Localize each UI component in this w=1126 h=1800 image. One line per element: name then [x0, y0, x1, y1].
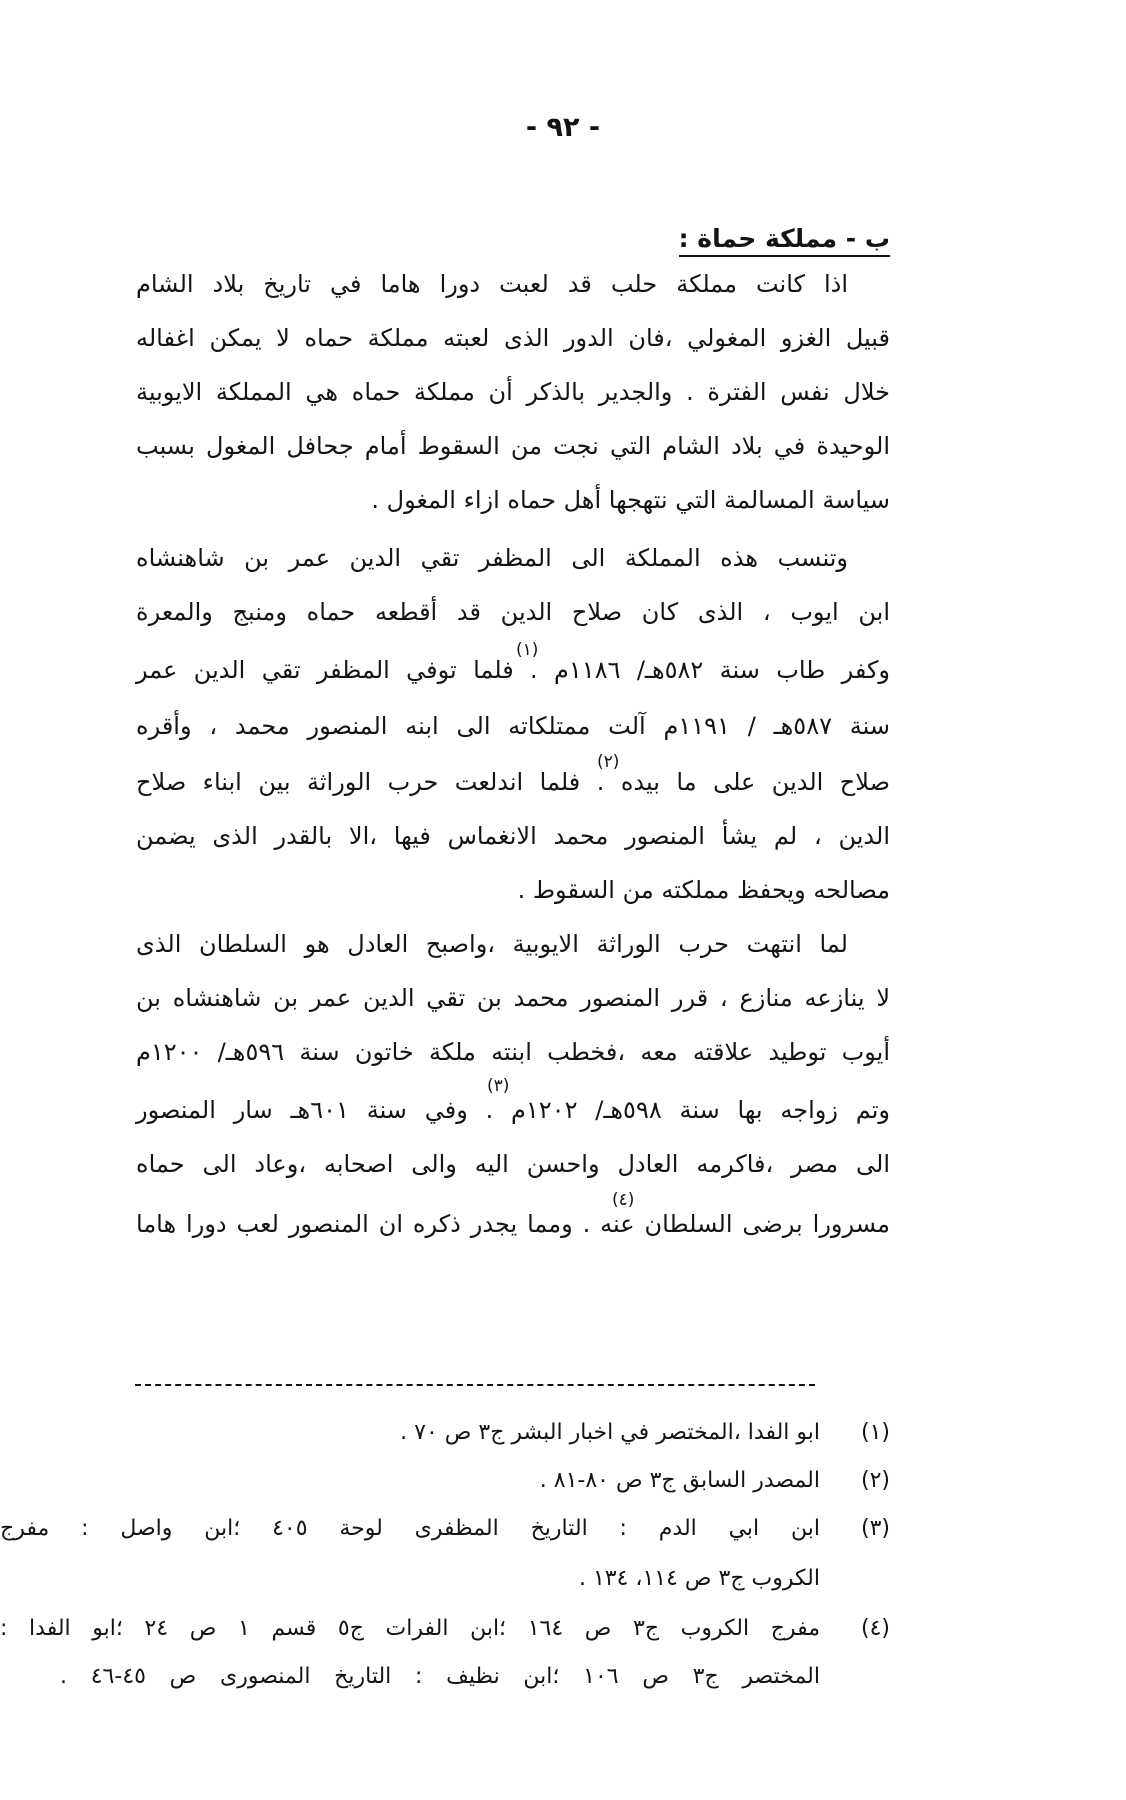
text-line: اذا كانت مملكة حلب قد لعبت دورا هاما في تاريخ بلاد الشام: [136, 270, 848, 298]
footnote-ref: (١): [516, 640, 539, 660]
footnote-ref: (٤): [612, 1190, 635, 1210]
footnote-text: ابن ابي الدم : التاريخ المظفرى لوحة ٤٠٥ ؛ابن واصل : مفرج: [0, 1516, 820, 1541]
text-line: قبيل الغزو المغولي ،فان الدور الذى لعبته مملكة حماه لا يمكن اغفاله: [136, 324, 890, 352]
footnote-marker: (٣): [860, 1516, 890, 1541]
text-line: خلال نفس الفترة . والجدير بالذكر أن مملكة حماه هي المملكة الايوبية: [136, 378, 890, 406]
footnote-continuation: [100, 1566, 820, 1602]
footnote-ref: (٢): [597, 752, 620, 772]
footnote: [0, 1616, 890, 1652]
text-line: سنة ٥٨٧هـ / ١١٩١م آلت ممتلكاته الى ابنه المنصور محمد ، وأقره: [136, 712, 890, 740]
text-line: لا ينازعه منازع ، قرر المنصور محمد بن تقي الدين عمر بن شاهنشاه بن: [136, 984, 890, 1012]
footnote-text: المصدر السابق ج٣ ص ٨٠-٨١ .: [539, 1468, 820, 1493]
footnote-marker: (١): [860, 1420, 890, 1445]
footnote-marker: (٤): [860, 1616, 890, 1641]
page-number: - ٩٢ -: [525, 112, 601, 143]
text-line: وتنسب هذه المملكة الى المظفر تقي الدين عمر بن شاهنشاه: [136, 544, 848, 572]
footnote-separator: [135, 1384, 815, 1386]
footnote: [100, 1468, 890, 1504]
text-line: مسرورا برضى السلطان عنه . ومما يجدر ذكره ان المنصور لعب دورا هاما: [136, 1210, 890, 1238]
text-line: وتم زواجه بها سنة ٥٩٨هـ/ ١٢٠٢م . وفي سنة ٦٠١هـ سار المنصور: [136, 1096, 891, 1124]
footnote-text: الكروب ج٣ ص ١١٤، ١٣٤ .: [578, 1566, 820, 1591]
footnote-marker: (٢): [860, 1468, 890, 1493]
footnote-text: مفرج الكروب ج٣ ص ١٦٤ ؛ابن الفرات ج٥ قسم ١ ص ٢٤ ؛ابو الفدا :: [0, 1616, 820, 1641]
footnote: [0, 1516, 890, 1552]
footnote-text: المختصر ج٣ ص ١٠٦ ؛ابن نظيف : التاريخ المنصورى ص ٤٥-٤٦ .: [60, 1664, 820, 1689]
text-line: الدين ، لم يشأ المنصور محمد الانغماس فيها ،الا بالقدر الذى يضمن: [136, 822, 890, 850]
footnote-text: ابو الفدا ،المختصر في اخبار البشر ج٣ ص ٧٠ .: [400, 1420, 820, 1445]
footnote-continuation: [60, 1664, 820, 1700]
footnote-ref: (٣): [487, 1076, 510, 1096]
text-line: ابن ايوب ، الذى كان صلاح الدين قد أقطعه حماه ومنبج والمعرة: [136, 598, 890, 626]
section-heading: ب - مملكة حماة :: [679, 224, 890, 257]
text-line: صلاح الدين على ما بيده . فلما اندلعت حرب الوراثة بين ابناء صلاح: [136, 768, 890, 796]
text-line: مصالحه ويحفظ مملكته من السقوط .: [517, 876, 890, 904]
text-line: أيوب توطيد علاقته معه ،فخطب ابنته ملكة خاتون سنة ٥٩٦هـ/ ١٢٠٠م: [136, 1038, 891, 1066]
footnote: [100, 1420, 890, 1456]
text-line: وكفر طاب سنة ٥٨٢هـ/ ١١٨٦م . فلما توفي المظفر تقي الدين عمر: [136, 656, 890, 684]
text-line: لما انتهت حرب الوراثة الايوبية ،واصبح العادل هو السلطان الذى: [136, 930, 848, 958]
text-line: سياسة المسالمة التي نتهجها أهل حماه ازاء المغول .: [371, 486, 890, 514]
text-line: الوحيدة في بلاد الشام التي نجت من السقوط أمام جحافل المغول بسبب: [136, 432, 890, 460]
text-line: الى مصر ،فاكرمه العادل واحسن اليه والى اصحابه ،وعاد الى حماه: [136, 1150, 890, 1178]
